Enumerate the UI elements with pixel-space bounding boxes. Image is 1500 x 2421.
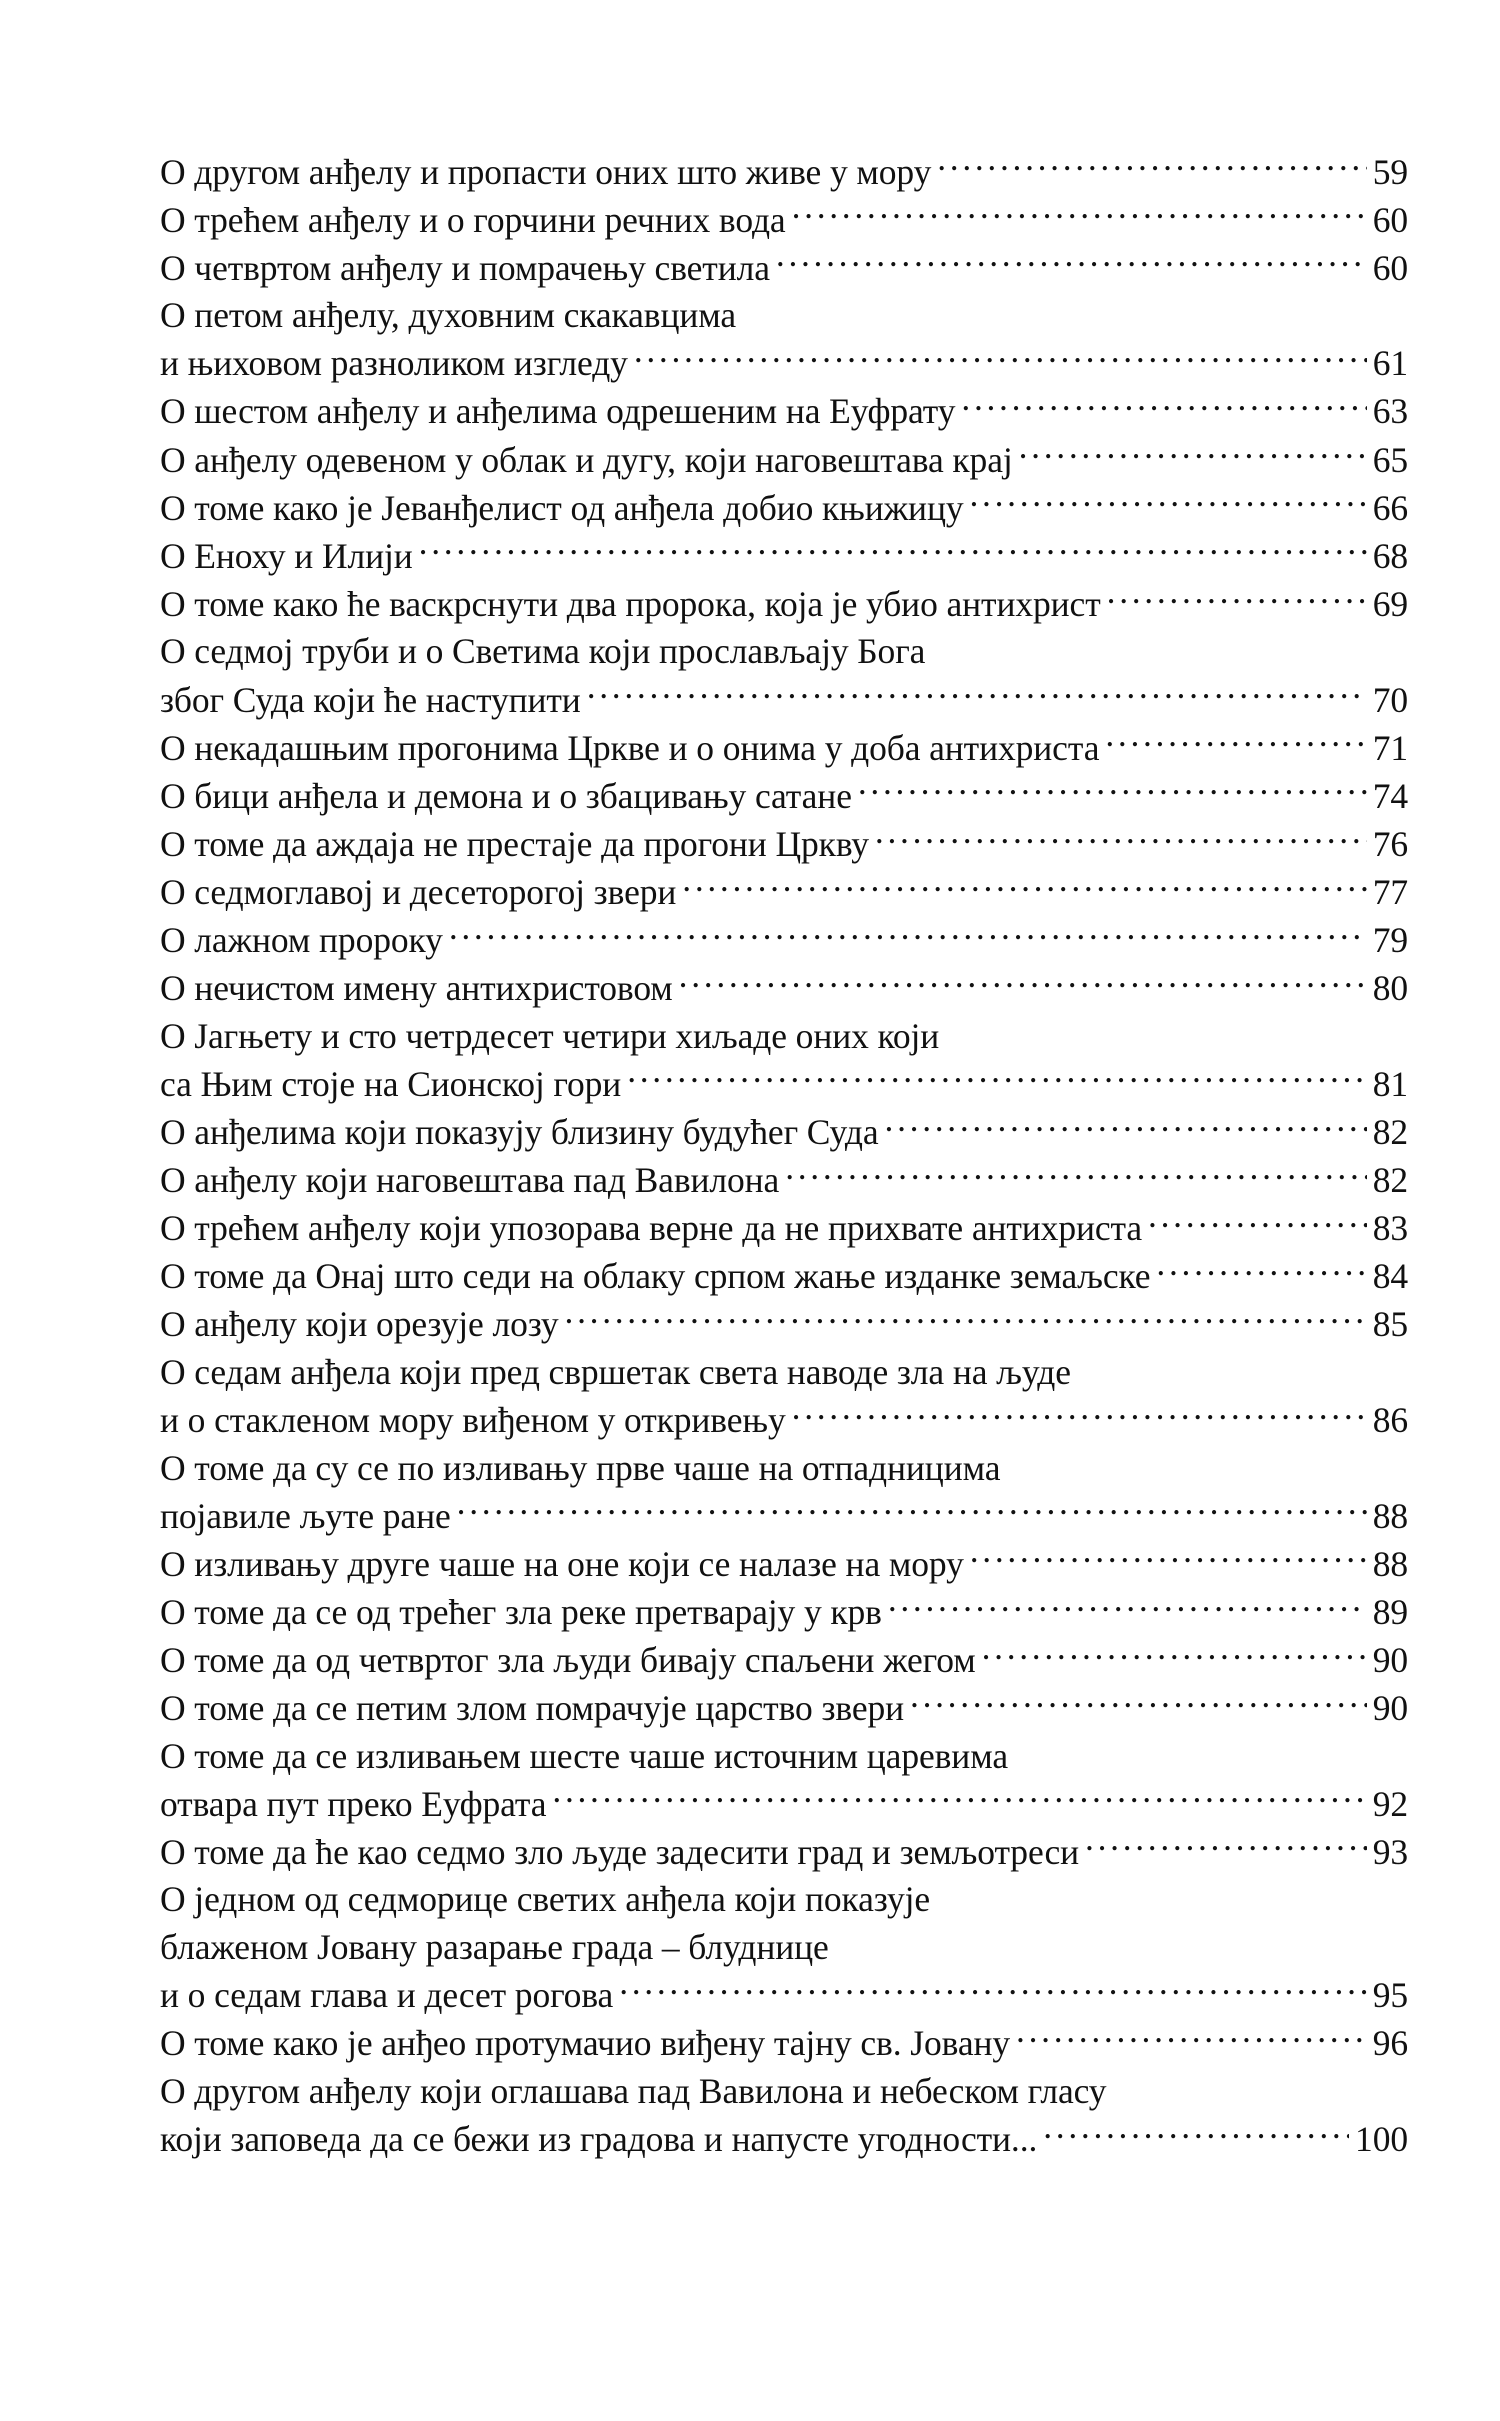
dot-leader	[885, 1108, 1367, 1144]
dot-leader	[792, 196, 1367, 232]
dot-leader	[619, 1972, 1367, 2008]
toc-page-number: 88	[1372, 1543, 1408, 1584]
toc-entry-label: О изливању друге чаше на оне који се налазе на мору	[160, 1543, 964, 1584]
dot-leader	[970, 484, 1367, 520]
toc-entry-label: О петом анђелу, духовним скакавцима	[160, 295, 737, 336]
toc-page-number: 86	[1372, 1399, 1408, 1440]
toc-entry-line[interactable]	[160, 1588, 1408, 1636]
toc-entry-label: О анђелу који наговештава пад Вавилона	[160, 1159, 780, 1200]
toc-entry-line[interactable]	[160, 2115, 1408, 2163]
toc-entry-label: О четвртом анђелу и помрачењу светила	[160, 247, 770, 288]
dot-leader	[858, 772, 1367, 808]
toc-entry-line[interactable]	[160, 532, 1408, 580]
toc-entry-label: и њиховом разноликом изгледу	[160, 343, 628, 384]
dot-leader	[888, 1588, 1367, 1624]
toc-entry-label: О лажном пророку	[160, 920, 443, 960]
toc-entry-label: О трећем анђелу који упозорава верне да не прихвате антихриста	[160, 1208, 1143, 1249]
toc-entry-line[interactable]	[160, 1780, 1408, 1828]
toc-entry-line[interactable]	[160, 1253, 1408, 1301]
toc-page-number: 96	[1372, 2023, 1408, 2064]
toc-entry-line[interactable]	[160, 820, 1408, 868]
toc-entry-line[interactable]	[160, 1492, 1408, 1540]
toc-entry-line[interactable]	[160, 2020, 1408, 2068]
toc-entry-line[interactable]	[160, 724, 1408, 772]
toc-page-number: 90	[1372, 1688, 1408, 1728]
toc-entry-label: О томе како је Јеванђелист од анђела добио књижицу	[160, 487, 964, 528]
dot-leader	[937, 148, 1366, 184]
toc-entry-line[interactable]	[160, 628, 1408, 676]
toc-entry-line[interactable]	[160, 388, 1408, 436]
dot-leader	[1107, 580, 1367, 616]
toc-page-number: 71	[1372, 727, 1408, 768]
toc-page-number: 69	[1372, 583, 1408, 624]
toc-entry-line[interactable]	[160, 196, 1408, 244]
toc-entry-line[interactable]	[160, 436, 1408, 484]
toc-entry-label: О бици анђела и демона и о збацивању сатане	[160, 775, 852, 816]
toc-page-number: 76	[1372, 823, 1408, 864]
toc-page-number: 60	[1372, 199, 1408, 240]
toc-page-number: 81	[1372, 1063, 1408, 1104]
toc-entry-line[interactable]	[160, 1301, 1408, 1349]
toc-page-number: 70	[1372, 679, 1408, 720]
toc-entry-line[interactable]	[160, 1540, 1408, 1588]
dot-leader	[970, 1540, 1367, 1576]
dot-leader	[1019, 436, 1367, 472]
toc-page-number: 84	[1372, 1256, 1408, 1297]
toc-entry-line[interactable]	[160, 1924, 1408, 1972]
toc-entry-label: О Еноху и Илији	[160, 535, 413, 576]
toc-entry-line[interactable]	[160, 1108, 1408, 1156]
toc-entry-line[interactable]	[160, 1445, 1408, 1493]
toc-entry-line[interactable]	[160, 1685, 1408, 1733]
toc-page-number: 79	[1372, 920, 1408, 960]
toc-entry-label: О једном од седморице светих анђела који показује	[160, 1879, 931, 1920]
dot-leader	[1105, 724, 1366, 760]
toc-page-number: 61	[1372, 343, 1408, 384]
dot-leader	[982, 1636, 1367, 1672]
dot-leader	[785, 1156, 1366, 1192]
toc-entry-label: са Њим стоје на Сионској гори	[160, 1063, 622, 1104]
dot-leader	[552, 1780, 1366, 1816]
dot-leader	[634, 340, 1367, 376]
toc-page-number: 90	[1372, 1639, 1408, 1680]
toc-entry-line[interactable]	[160, 1060, 1408, 1108]
toc-entry-line[interactable]	[160, 340, 1408, 388]
toc-entry-line[interactable]	[160, 1349, 1408, 1397]
toc-entry-line[interactable]	[160, 1013, 1408, 1061]
toc-entry-label: О Јагњету и сто четрдесет четири хиљаде оних који	[160, 1015, 940, 1056]
toc-entry-label: појавиле љуте ране	[160, 1495, 451, 1536]
toc-entry-label: О томе да се од трећег зла реке претварају у крв	[160, 1591, 882, 1632]
dot-leader	[587, 676, 1367, 712]
dot-leader	[1085, 1828, 1367, 1864]
dot-leader	[679, 965, 1367, 1001]
toc-entry-line[interactable]	[160, 1156, 1408, 1204]
dot-leader	[792, 1396, 1367, 1432]
toc-entry-label: О анђелу који орезује лозу	[160, 1304, 559, 1345]
toc-entry-line[interactable]	[160, 1972, 1408, 2020]
toc-page-number: 100	[1355, 2118, 1408, 2159]
toc-entry-label: О некадашњим прогонима Цркве и о онима у доба антихриста	[160, 727, 1100, 768]
toc-entry-label: због Суда који ће наступити	[160, 679, 581, 720]
dot-leader	[419, 532, 1367, 568]
toc-entry-label: О нечистом имену антихристовом	[160, 968, 673, 1009]
toc-page-number: 66	[1372, 487, 1408, 528]
toc-entry-line[interactable]	[160, 244, 1408, 292]
toc-entry-label: који заповеда да се бежи из градова и напусте угодности...	[160, 2118, 1038, 2159]
toc-page-number: 89	[1372, 1591, 1408, 1632]
dot-leader	[1016, 2020, 1367, 2056]
toc-entry-line[interactable]	[160, 1205, 1408, 1253]
toc-page-number: 93	[1372, 1831, 1408, 1872]
dot-leader	[457, 1492, 1367, 1528]
dot-leader	[875, 820, 1367, 856]
toc-entry-line[interactable]	[160, 148, 1408, 196]
dot-leader	[776, 244, 1367, 280]
toc-page-number: 88	[1372, 1495, 1408, 1536]
toc-entry-line[interactable]	[160, 676, 1408, 724]
dot-leader	[565, 1301, 1367, 1337]
toc-page-number: 77	[1372, 871, 1408, 912]
toc-entry-label: и о стакленом мору виђеном у откривењу	[160, 1399, 786, 1440]
toc-entry-label: О анђелима који показују близину будућег Суда	[160, 1111, 879, 1152]
dot-leader	[627, 1060, 1367, 1096]
toc-entry-label: отвара пут преко Еуфрата	[160, 1783, 547, 1824]
toc-entry-line[interactable]	[160, 2068, 1408, 2116]
toc-entry-line[interactable]	[160, 292, 1408, 340]
table-of-contents	[160, 148, 1408, 2163]
toc-entry-line[interactable]	[160, 965, 1408, 1013]
toc-entry-label: О томе да се петим злом помрачује царство звери	[160, 1688, 905, 1728]
toc-entry-label: О шестом анђелу и анђелима одрешеним на Еуфрату	[160, 391, 956, 432]
toc-page-number: 74	[1372, 775, 1408, 816]
toc-page-number: 82	[1372, 1111, 1408, 1152]
toc-entry-label: О томе како ће васкрснути два пророка, која је убио антихрист	[160, 583, 1101, 624]
toc-entry-label: О седам анђела који пред свршетак света наводе зла на људе	[160, 1351, 1071, 1392]
toc-page-number: 85	[1372, 1304, 1408, 1345]
toc-page-number: 92	[1372, 1783, 1408, 1824]
toc-page-number: 82	[1372, 1159, 1408, 1200]
toc-entry-label: О другом анђелу који оглашава пад Вавилона и небеском гласу	[160, 2070, 1107, 2111]
toc-entry-label: О томе да Онај што седи на облаку српом жање изданке земаљске	[160, 1256, 1151, 1297]
toc-entry-line[interactable]	[160, 484, 1408, 532]
toc-page-number: 65	[1372, 439, 1408, 480]
toc-entry-label: О томе да од четвртог зла људи бивају спаљени жегом	[160, 1639, 976, 1680]
toc-entry-label: О седмој труби и о Светима који прослављају Бога	[160, 631, 926, 672]
toc-page-number: 63	[1372, 391, 1408, 432]
toc-entry-label: О другом анђелу и пропасти оних што живе у мору	[160, 151, 932, 192]
toc-entry-label: О томе да аждаја не престаје да прогони Цркву	[160, 823, 869, 864]
toc-entry-label: и о седам глава и десет рогова	[160, 1975, 614, 2016]
toc-entry-label: блаженом Јовану разарање града – блуднице	[160, 1926, 829, 1967]
toc-entry-line[interactable]	[160, 1396, 1408, 1444]
toc-page-number: 68	[1372, 535, 1408, 576]
toc-entry-line[interactable]	[160, 1876, 1408, 1924]
toc-entry-label: О седмоглавој и десеторогој звери	[160, 871, 677, 912]
dot-leader	[1148, 1205, 1367, 1241]
toc-page-number: 95	[1372, 1975, 1408, 2016]
toc-entry-line[interactable]	[160, 868, 1408, 916]
toc-entry-label: О томе да се изливањем шесте чаше источним царевима	[160, 1735, 1008, 1776]
toc-entry-line[interactable]	[160, 580, 1408, 628]
toc-page-number: 60	[1372, 247, 1408, 288]
toc-page-number: 59	[1372, 151, 1408, 192]
toc-page-number: 80	[1372, 968, 1408, 1009]
dot-leader	[961, 388, 1366, 424]
dot-leader	[682, 868, 1366, 904]
dot-leader	[1156, 1253, 1366, 1289]
toc-page-number: 83	[1372, 1208, 1408, 1249]
toc-entry-label: О томе да су се по изливању прве чаше на отпадницима	[160, 1447, 1001, 1488]
toc-entry-label: О анђелу одевеном у облак и дугу, који наговештава крај	[160, 439, 1013, 480]
toc-entry-line[interactable]	[160, 917, 1408, 965]
toc-entry-label: О томе како је анђео протумачио виђену тајну св. Јовану	[160, 2023, 1011, 2064]
dot-leader	[449, 917, 1367, 953]
toc-entry-label: О томе да ће као седмо зло људе задесити град и земљотреси	[160, 1831, 1080, 1872]
toc-entry-label: О трећем анђелу и о горчини речних вода	[160, 199, 786, 240]
toc-entry-line[interactable]	[160, 772, 1408, 820]
toc-entry-line[interactable]	[160, 1828, 1408, 1876]
toc-entry-line[interactable]	[160, 1636, 1408, 1684]
toc-entry-line[interactable]	[160, 1733, 1408, 1781]
dot-leader	[910, 1685, 1367, 1721]
dot-leader	[1043, 2115, 1349, 2151]
